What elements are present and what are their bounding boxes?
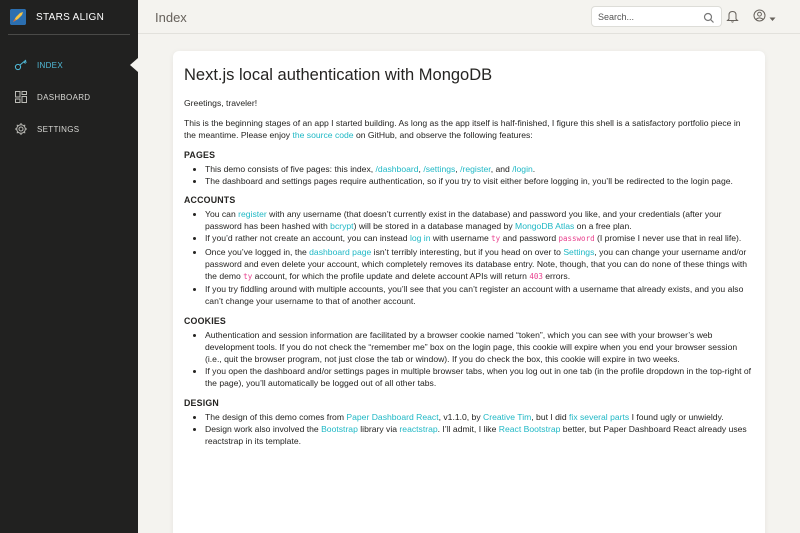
list-text: on a free plan. (574, 221, 632, 232)
navbar-divider (138, 33, 800, 34)
register-link[interactable]: register (238, 209, 267, 220)
list-text: The design of this demo comes from (205, 411, 347, 422)
pages-list (184, 163, 754, 187)
search-input[interactable] (592, 12, 698, 22)
sidebar-item-index[interactable] (0, 49, 138, 81)
list-text: account, for which the profile update and delete account APIs will return (252, 271, 530, 282)
user-icon (753, 9, 766, 27)
login-link[interactable]: /login (512, 163, 533, 174)
list-text: , v1.1.0, by (438, 411, 484, 422)
settings-link[interactable]: Settings (563, 246, 595, 257)
login-link[interactable]: log in (409, 233, 431, 244)
creative-tim-link[interactable]: Creative Tim (483, 411, 532, 422)
list-item: • The dashboard and settings pages require authentication, so if you try to visit either before logging in, you’ll be redirected to the login page. (205, 175, 754, 187)
active-caret (130, 58, 138, 72)
list-text: Design work also involved the (205, 423, 322, 434)
list-text: with any username (that doesn’t currently exist in the database) and password you like, and your credentials (after your password has been hashed with (205, 209, 722, 232)
list-text: I found ugly or unwieldy. (629, 411, 724, 422)
source-code-link[interactable]: the source code (292, 130, 354, 141)
list-text: library via (357, 423, 400, 434)
user-menu[interactable] (753, 9, 776, 27)
sidebar-divider (8, 34, 130, 35)
article-title: Next.js local authentication with MongoDB (184, 66, 493, 84)
top-navbar (138, 0, 800, 34)
sidebar (0, 0, 138, 533)
design-heading: DESIGN (184, 397, 219, 408)
list-item (205, 208, 754, 232)
bcrypt-link[interactable]: bcrypt (330, 221, 354, 232)
cookies-list (184, 329, 754, 390)
list-item: • If you try fiddling around with multiple accounts, you’ll see that you can’t register an account with a username that already exists, and you also can’t change your username to that of another account. (205, 283, 754, 307)
settings-link[interactable]: /settings (423, 163, 456, 174)
rocket-icon (10, 9, 26, 25)
chevron-down-icon (769, 9, 776, 27)
list-text: . I’ll admit, I like (437, 423, 499, 434)
content-card (173, 51, 765, 533)
list-text: . (532, 163, 536, 174)
reactstrap-link[interactable]: reactstrap (399, 423, 438, 434)
list-text: and password (500, 233, 559, 244)
list-text: , and (490, 163, 513, 174)
mongodb-atlas-link[interactable]: MongoDB Atlas (515, 221, 575, 232)
search-box (591, 6, 722, 27)
bootstrap-link[interactable]: Bootstrap (321, 423, 358, 434)
sidebar-item-dashboard[interactable] (0, 81, 138, 113)
gear-icon (14, 122, 28, 136)
accounts-list (184, 208, 754, 308)
cookies-heading: COOKIES (184, 315, 226, 326)
search-icon[interactable] (703, 11, 715, 29)
sidebar-item-label: SETTINGS (37, 124, 80, 134)
sidebar-item-label: DASHBOARD (37, 92, 91, 102)
pages-heading: PAGES (184, 149, 216, 160)
register-link[interactable]: /register (460, 163, 491, 174)
list-text: You can (205, 209, 239, 220)
status-code: 403 (529, 272, 543, 282)
page-title: Index (155, 9, 187, 25)
list-text: ) will be stored in a database managed by (353, 221, 516, 232)
list-item (205, 423, 754, 447)
list-text: errors. (542, 271, 571, 282)
list-text: , (418, 163, 424, 174)
bell-icon[interactable] (726, 9, 739, 28)
username-code: ty (243, 272, 253, 282)
dashboard-icon (14, 90, 28, 104)
list-text: with username (430, 233, 492, 244)
greeting: Greetings, traveler! (184, 98, 258, 108)
intro-text: This is the beginning stages of an app I started building. As long as the app itself is half-finished, I figure this shell is a satisfactory portfolio piece in the meantime. Please enjoy (184, 118, 741, 141)
list-item (205, 246, 754, 284)
design-list (184, 411, 754, 448)
list-item (205, 163, 754, 175)
list-text: (I promise I never use that in real life). (594, 233, 742, 244)
list-item: • If you open the dashboard and/or settings pages in multiple browser tabs, when you log out in one tab (in the profile dropdown in the top-right of the page), you’ll automatically be logged out of all other tabs. (205, 365, 754, 389)
react-bootstrap-link[interactable]: React Bootstrap (498, 423, 561, 434)
list-text: isn’t terribly interesting, but if you head on over to (371, 246, 564, 257)
sidebar-item-settings[interactable] (0, 113, 138, 145)
list-text: Once you’ve logged in, the (205, 246, 310, 257)
paper-dashboard-link[interactable]: Paper Dashboard React (346, 411, 439, 422)
intro-paragraph (184, 117, 754, 141)
intro-text: on GitHub, and observe the following features: (353, 130, 533, 141)
list-text: , but I did (531, 411, 570, 422)
list-item (205, 411, 754, 423)
key-icon (14, 58, 28, 72)
list-text: , (455, 163, 461, 174)
brand-name: STARS ALIGN (36, 11, 105, 23)
accounts-heading: ACCOUNTS (184, 195, 236, 206)
list-text: If you’d rather not create an account, you can instead (205, 233, 410, 244)
brand-logo[interactable] (0, 0, 138, 34)
dashboard-link[interactable]: /dashboard (375, 163, 419, 174)
fix-parts-link[interactable]: fix several parts (569, 411, 630, 422)
list-text: , you can change your username and/or password and even delete your account, which completely removes its database entry. Note, though, that you can do none of these things with the demo (205, 246, 748, 282)
list-item: • Authentication and session information are facilitated by a browser cookie named “token”, which you can see with your browser’s web development tools. If you do not check the “remember me” box on the login page, this cookie will expire when you end your browser session (i.e., quit the browser program, not just close the tab or window). If you do check the box, this cookie will expire in two weeks. (205, 329, 754, 366)
password-code: password (558, 234, 595, 244)
list-text: This demo consists of five pages: this index, (205, 163, 376, 174)
sidebar-item-label: INDEX (37, 60, 63, 70)
list-text: better, but Paper Dashboard React already uses reactstrap in its template. (205, 423, 747, 447)
dashboard-page-link[interactable]: dashboard page (309, 246, 372, 257)
username-code: ty (491, 234, 501, 244)
sidebar-nav (0, 49, 138, 145)
list-item (205, 232, 754, 245)
